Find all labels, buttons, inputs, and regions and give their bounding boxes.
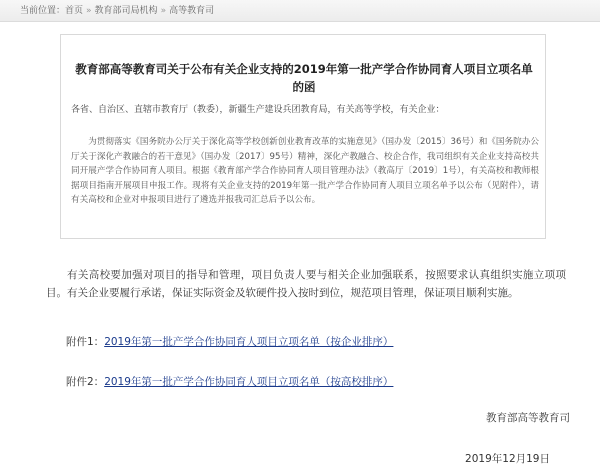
notice-recipients: 各省、自治区、直辖市教育厅（教委），新疆生产建设兵团教育局，有关高等学校，有关企业： [71, 105, 445, 115]
notice-body: 为贯彻落实《国务院办公厅关于深化高等学校创新创业教育改革的实施意见》（国办发〔2015〕36号）和《国务院办公厅关于深化产教融合的若干意见》（国办发〔2017〕95号）精神，深化产教融合、校企合作，我司组织有关企业支持高校共同开展产学合作协同育人项目。根据《教育部产学合作协同育人项目管理办法》（教高厅〔2019〕1号），有关高校和教师根据项目指南开展项目申报工作。现将有关企业支持的2019年第一批产学合作协同育人项目立项名单予以公布（见附件），请有关高校和企业对申报项目进行了遴选并报我司汇总后予以公布。 [71, 137, 539, 205]
notice-title-line1: 教育部高等教育司关于公布有关企业支持的2019年第一批产学合作协同育人项目立项名单 [75, 62, 533, 76]
attachment-1 [66, 334, 393, 349]
breadcrumb-separator: » [86, 6, 92, 16]
notice-title-line2: 的函 [292, 80, 316, 94]
breadcrumb-home-link[interactable]: 首页 [65, 6, 84, 16]
breadcrumb-separator: » [160, 6, 167, 16]
attachment-1-link[interactable]: 2019年第一批产学合作协同育人项目立项名单（按企业排序） [104, 336, 394, 348]
attachment-2-link[interactable]: 2019年第一批产学合作协同育人项目立项名单（按高校排序） [104, 376, 394, 388]
breadcrumb-bureau-link[interactable]: 教育部司局机构 [94, 6, 158, 16]
breadcrumb-label: 当前位置： [20, 6, 66, 16]
notice-document [60, 34, 546, 239]
attachment-2 [66, 374, 393, 389]
notice-title [61, 60, 547, 96]
breadcrumb-current-link[interactable]: 高等教育司 [169, 6, 215, 16]
attachment-2-prefix: 附件2： [66, 376, 105, 388]
signature: 教育部高等教育司 [486, 412, 570, 424]
attachment-1-prefix: 附件1： [66, 336, 105, 348]
instruction-paragraph: 有关高校要加强对项目的指导和管理，项目负责人要与相关企业加强联系，按照要求认真组织实施立项项目。有关企业要履行承诺，保证实际资金及软硬件投入按时到位，规范项目管理，保证项目顺利实施。 [46, 269, 566, 299]
breadcrumb [0, 0, 600, 22]
issue-date: 2019年12月19日 [465, 453, 550, 465]
